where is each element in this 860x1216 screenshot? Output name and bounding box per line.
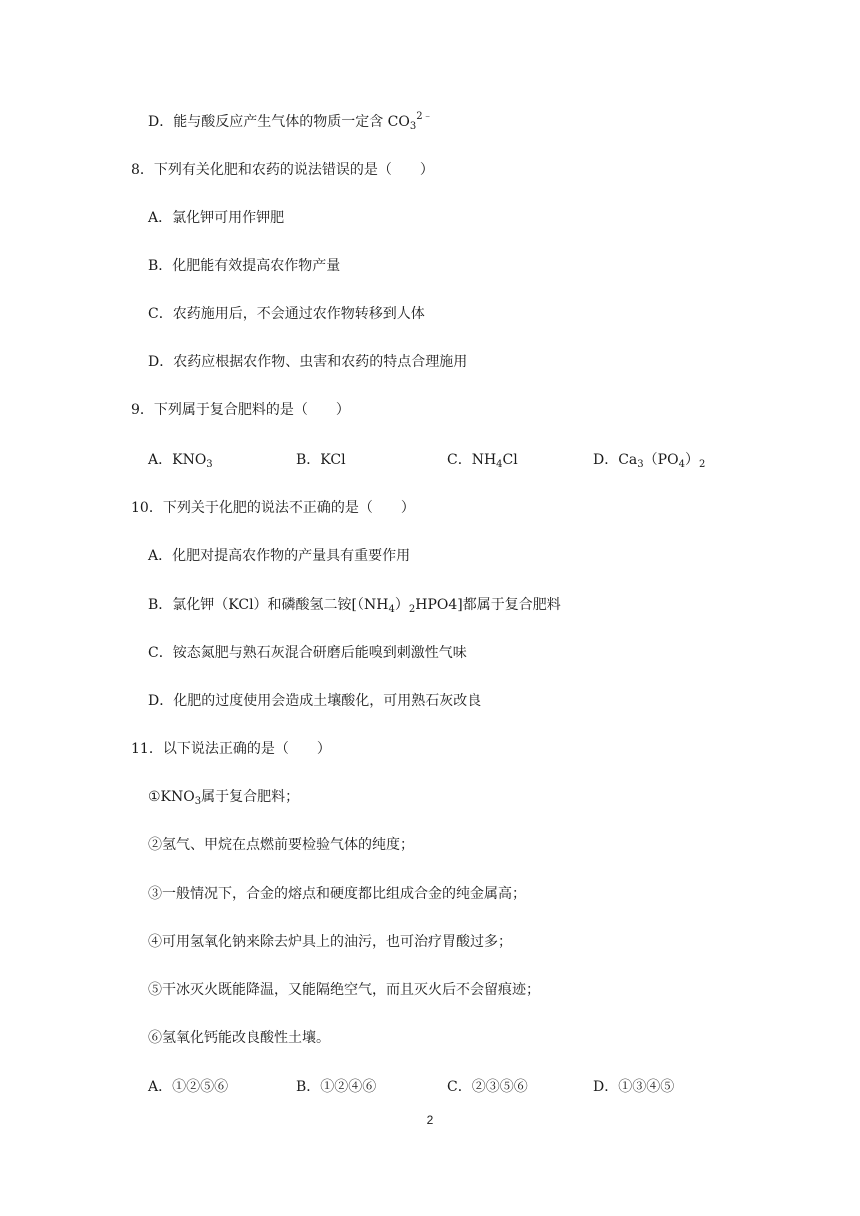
q8-option-a: A．氯化钾可用作钾肥 — [148, 210, 285, 226]
q11-choice-d: D．①③④⑤ — [593, 1079, 675, 1095]
q9-option-c-text: C．NH — [447, 452, 497, 468]
q10-stem: 10．下列关于化肥的说法不正确的是（ ） — [131, 500, 415, 516]
q10-option-d: D．化肥的过度使用会造成土壤酸化，可用熟石灰改良 — [148, 693, 482, 709]
q10-option-b-subscript-1: 4 — [388, 604, 395, 615]
q7-option-d-subscript: 3 — [409, 121, 417, 132]
q9-option-d-text-end: ） — [684, 452, 699, 468]
q7-option-d-text: D．能与酸反应产生气体的物质一定含 CO — [148, 114, 410, 130]
q9-option-c — [447, 450, 518, 470]
q11-statement-6: ⑥氢氧化钙能改良酸性土壤。 — [148, 1030, 330, 1046]
q9-option-d-text: D．Ca — [593, 452, 638, 468]
q9-option-d-subscript-3: 2 — [698, 459, 706, 470]
q10-option-b-subscript-2: 2 — [408, 604, 416, 615]
q11-statement-1 — [148, 787, 299, 807]
q11-choice-c: C．②③⑤⑥ — [447, 1079, 528, 1095]
q9-option-c-text-end: Cl — [502, 452, 518, 468]
q11-statement-3: ③一般情况下，合金的熔点和硬度都比组成合金的纯金属高； — [148, 886, 526, 902]
q9-option-a-text: A．KNO — [148, 452, 207, 468]
q9-option-b: B．KCl — [296, 452, 346, 468]
q9-option-d-subscript-1: 3 — [637, 459, 644, 470]
q9-option-a-subscript: 3 — [206, 459, 213, 470]
q10-option-c: C．铵态氮肥与熟石灰混合研磨后能嗅到刺激性气味 — [148, 645, 467, 661]
q9-option-d — [593, 450, 705, 470]
q10-option-b — [148, 595, 561, 615]
q11-statement-1-text: ①KNO — [148, 789, 195, 805]
q8-option-c: C．农药施用后，不会通过农作物转移到人体 — [148, 306, 425, 322]
q11-statement-2: ②氢气、甲烷在点燃前要检验气体的纯度； — [148, 837, 414, 853]
q10-option-b-text-end: HPO4]都属于复合肥料 — [415, 597, 561, 613]
q10-option-b-text: B．氯化钾（KCl）和磷酸氢二铵[（NH — [148, 597, 389, 613]
q7-option-d-superscript: 2﹣ — [416, 111, 433, 122]
q9-option-d-subscript-2: 4 — [678, 459, 685, 470]
q8-option-b: B．化肥能有效提高农作物产量 — [148, 258, 341, 274]
page-number: 2 — [426, 1113, 434, 1127]
q7-option-d — [148, 112, 433, 132]
q9-option-a — [148, 450, 213, 470]
q9-stem: 9．下列属于复合肥料的是（ ） — [131, 402, 350, 418]
q9-option-c-subscript: 4 — [496, 459, 503, 470]
q8-option-d: D．农药应根据农作物、虫害和农药的特点合理施用 — [148, 354, 468, 370]
q11-statement-1-text-end: 属于复合肥料； — [201, 789, 300, 805]
q11-stem: 11．以下说法正确的是（ ） — [131, 741, 331, 757]
q11-statement-1-subscript: 3 — [194, 796, 202, 807]
q8-stem: 8．下列有关化肥和农药的说法错误的是（ ） — [131, 162, 434, 178]
q11-statement-4: ④可用氢氧化钠来除去炉具上的油污，也可治疗胃酸过多； — [148, 934, 512, 950]
q10-option-a: A．化肥对提高农作物的产量具有重要作用 — [148, 548, 411, 564]
q11-choice-b: B．①②④⑥ — [296, 1079, 377, 1095]
q11-statement-5: ⑤干冰灭火既能降温，又能隔绝空气，而且灭火后不会留痕迹； — [148, 982, 540, 998]
q11-choice-a: A．①②⑤⑥ — [148, 1079, 229, 1095]
q10-option-b-text-mid: ） — [394, 597, 409, 613]
q9-option-d-text-mid: （PO — [643, 452, 679, 468]
